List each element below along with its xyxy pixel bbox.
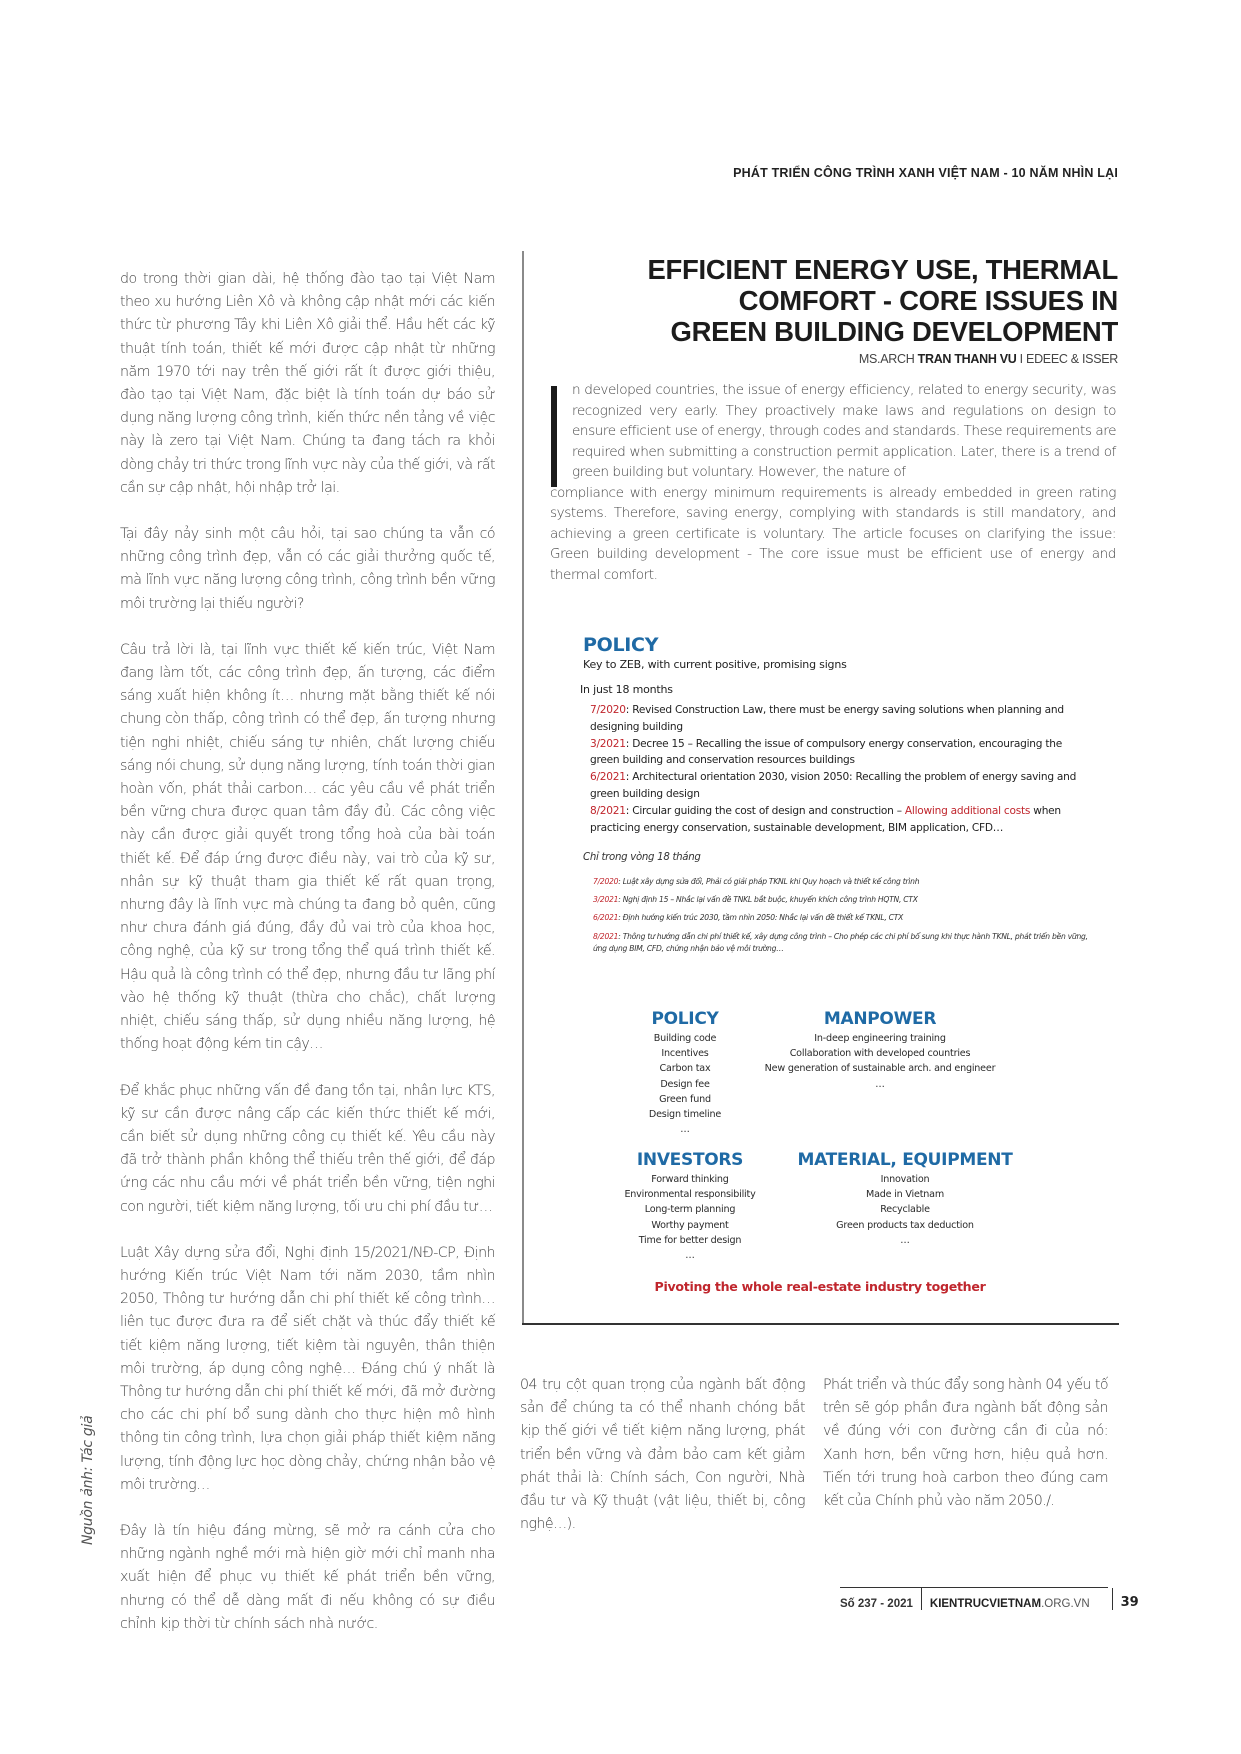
policy-slide: [580, 634, 1093, 836]
timeline-item-vi: 7/2020: Luật xây dựng sửa đổi, Phải có giải pháp TKNL khi Quy hoạch và thiết kế công trình: [593, 877, 920, 886]
policy-slide-vietnamese: [583, 852, 1103, 955]
left-paragraph-6: Đây là tín hiệu đáng mừng, sẽ mở ra cánh cửa cho những ngành nghề mới mà hiện giờ mới chỉ manh nha xuất hiện để phục vụ thiết kế phát triển bền vững, nhưng có thể dễ dàng mất đi nếu không có sự điều chỉnh kịp thời từ chính sách nhà nước.: [120, 1522, 495, 1632]
pillar-items: In-deep engineering training Collaboration with developed countries New generation of sustainable arch. and engineer …: [764, 1033, 996, 1090]
timeline-item: 3/2021: Decree 15 – Recalling the issue of compulsory energy conservation, encouraging the green building and conservation resources buildings: [590, 737, 1062, 767]
policy-timeline-vi: [593, 873, 1103, 955]
running-header: PHÁT TRIỂN CÔNG TRÌNH XANH VIỆT NAM - 10 NĂM NHÌN LẠI: [733, 166, 1118, 180]
timeline-date: 6/2021: [590, 771, 626, 784]
pillar-items: Building code Incentives Carbon tax Design fee Green fund Design timeline …: [648, 1033, 722, 1136]
timeline-item-vi: 3/2021: Nghị định 15 – Nhắc lại vấn đề TNKL bắt buộc, khuyến khích công trình HQTN, CTX: [593, 895, 918, 905]
pillar-material-equipment: [790, 1150, 1020, 1248]
title-line-2: COMFORT - CORE ISSUES IN: [738, 285, 1118, 316]
photo-credit: Nguồn ảnh: Tác giả: [80, 1415, 96, 1545]
timeline-highlight: Allowing additional costs: [904, 804, 1031, 817]
lede-paragraph: [550, 380, 1116, 585]
policy-slide-vi-intro: Chỉ trong vòng 18 tháng: [583, 852, 701, 863]
pillar-manpower: [750, 1009, 1010, 1092]
article-title: [540, 254, 1118, 347]
left-paragraph-2: Tại đây nảy sinh một câu hỏi, tại sao chúng ta vẫn có những công trình đẹp, vẫn có các giải thưởng quốc tế, mà lĩnh vực năng lượng công trình, công trình bền vững môi trường lại thiếu người?: [120, 526, 495, 612]
policy-timeline: [590, 702, 1093, 836]
pillar-policy: [630, 1009, 740, 1137]
timeline-date: 8/2021: [590, 804, 626, 817]
policy-slide-subtitle: Key to ZEB, with current positive, promising signs: [583, 658, 847, 671]
timeline-item-vi: 8/2021: Thông tư hướng dẫn chi phí thiết kế, xây dựng công trình – Cho phép các chi phí bổ sung khi thực hành TKNL, phát triển bền vững, ứng dụng BIM, CFD, chứng nhận bảo vệ môi trường…: [593, 931, 1088, 953]
left-paragraph-5: Luật Xây dựng sửa đổi, Nghị định 15/2021/NĐ-CP, Định hướng Kiến trúc Việt Nam tới năm 2030, tầm nhìn 2050, Thông tư hướng dẫn chi phí thiết kế công trình… liên tục được đưa ra để siết chặt và thúc đẩy thiết kế tiết kiệm năng lượng, tiết kiệm tài nguyên, thân thiện môi trường, áp dụng công nghệ… Đáng chú ý nhất là Thông tư hướng dẫn chi phí thiết kế mới, đã mở đường cho các chi phí bổ sung dành cho thực hiện mô hình thông tin công trình, lựa chọn giải pháp thiết kiệm năng lượng, tính động lực học dòng chảy, chứng nhận bảo vệ môi trường…: [120, 1244, 495, 1493]
pillar-title: INVESTORS: [636, 1150, 744, 1170]
frame-vertical-rule: [522, 251, 524, 1325]
left-paragraph-1: do trong thời gian dài, hệ thống đào tạo tại Việt Nam theo xu hướng Liên Xô và không cập nhật mới các kiến thức từ phương Tây khi Liên Xô giải thể. Hầu hết các kỹ thuật tính toán, thiết kế mới được cập nhật từ những năm 1970 tới nay trên thế giới rất ít được giới thiệu, đào tạo tại Việt Nam, đặc biệt là tính toán dự báo sử dụng năng lượng công trình, kiến thức nền tảng về việc này là zero tại Việt Nam. Chúng ta đang tách ra khỏi dòng chảy tri thức trong lĩnh vực này của thế giới, và rất cần sự cập nhật, hội nhập trở lại.: [120, 271, 495, 496]
pillar-title: MANPOWER: [823, 1009, 937, 1029]
frame-horizontal-rule: [522, 1323, 1119, 1325]
left-column: [120, 268, 495, 1659]
page-number: 39: [1112, 1588, 1139, 1610]
byline-separator: I: [1016, 352, 1027, 366]
lede-rest-text: compliance with energy minimum requirements is already embedded in green rating systems. Therefore, saving energy, complying with standards is still mandatory, and achieving a green certificate is voluntary. The article focuses on clarifying the issue: Green building development - The core issue must be efficient use of energy and thermal comfort.: [550, 484, 1116, 583]
timeline-item: 7/2020: Revised Construction Law, there must be energy saving solutions when planning and designing building: [590, 704, 1064, 733]
bottom-column-2: Phát triển và thúc đẩy song hành 04 yếu tố trên sẽ góp phần đưa ngành bất động sản về đúng với con đường cần đi của nó: Xanh hơn, bền vững hơn, hiệu quả hơn. Tiến tới trung hoà carbon theo đúng cam kết của Chính phủ vào năm 2050./.: [823, 1377, 1108, 1510]
policy-slide-intro: In just 18 months: [580, 683, 673, 696]
pivot-slogan: Pivoting the whole real-estate industry together: [654, 1279, 986, 1294]
author-affiliation: EDEEC & ISSER: [1026, 352, 1118, 366]
timeline-item: 6/2021: Architectural orientation 2030, vision 2050: Recalling the problem of energy saving and green building design: [590, 771, 1077, 800]
byline-prefix: MS.ARCH: [858, 352, 918, 366]
page-footer: [840, 1588, 1139, 1610]
timeline-item: 8/2021: Circular guiding the cost of design and construction – Allowing additional costs when practicing energy conservation, sustainable development, BIM application, CFD…: [590, 804, 1061, 834]
pillar-items: Innovation Made in Vietnam Recyclable Green products tax deduction …: [836, 1174, 974, 1246]
pillar-title: POLICY: [651, 1009, 719, 1029]
issue-number: Số 237 - 2021: [840, 1598, 913, 1610]
timeline-item-vi: 6/2021: Định hướng kiến trúc 2030, tầm nhìn 2050: Nhắc lại vấn đề thiết kế TKNL, CTX: [593, 913, 904, 923]
site-name: KIENTRUCVIETNAM .ORG.VN: [921, 1588, 1112, 1610]
title-line-3: GREEN BUILDING DEVELOPMENT: [670, 316, 1118, 347]
left-paragraph-3: Câu trả lời là, tại lĩnh vực thiết kế kiến trúc, Việt Nam đang làm tốt, các công trình đẹp, ấn tượng, các điểm sáng xuất hiện không ít… nhưng mặt bằng thiết kế nói chung còn thấp, công trình có thể đẹp, ấn tượng nhưng tiện nghi nhiệt, chiếu sáng tự nhiên, chất lượng chiếu sáng nói chung, sử dụng năng lượng, tính toán thời gian hoàn vốn, phát thải carbon… các yêu cầu về phát triển bền vững chưa được quan tâm đầy đủ. Các công việc này cần được giải quyết trong tổng hoà của bài toán thiết kế. Để đáp ứng được điều này, vai trò của kỹ sư, nhân sự kỹ thuật tham gia thiết kế rất quan trọng, nhưng đây là lĩnh vực mà chúng ta đang bỏ quên, cũng như chưa đánh giá đúng, đầy đủ vai trò của khoa học, công nghệ, của kỹ sư trong tổng thể quá trình thiết kế. Hậu quả là công trình có thể đẹp, nhưng đầu tư lãng phí vào hệ thống kỹ thuật (thừa cho chắc), chất lượng nhiệt, chiếu sáng thấp, sử dụng nhiều năng lượng, hệ thống hoạt động kém tin cậy…: [120, 641, 495, 1053]
pillar-title: MATERIAL, EQUIPMENT: [797, 1150, 1013, 1170]
title-line-1: EFFICIENT ENERGY USE, THERMAL: [647, 254, 1118, 285]
timeline-date: 7/2020: [590, 704, 626, 716]
left-paragraph-4: Để khắc phục những vấn đề đang tồn tại, nhân lực KTS, kỹ sư cần được nâng cấp các kiến thức thiết kế mới, cần biết sử dụng những công cụ thiết kế. Yêu cầu này đã trở thành phần không thể thiếu trên thế giới, để đáp ứng các nhu cầu mới về phát triển bền vững, tiện nghi con người, tiết kiệm năng lượng, tối ưu chi phí đầu tư…: [120, 1082, 495, 1215]
timeline-date: 3/2021: [590, 737, 626, 750]
pillar-items: Forward thinking Environmental responsibility Long-term planning Worthy payment Time for better design …: [624, 1174, 756, 1262]
bottom-column-1: 04 trụ cột quan trọng của ngành bất động sản để chúng ta có thể nhanh chóng bắt kịp thế giới về tiết kiệm năng lượng, phát triển bền vững và đảm bảo cam kết giảm phát thải là: Chính sách, Con người, Nhà đầu tư và Kỹ thuật (vật liệu, thiết bị, công nghệ…).: [520, 1377, 805, 1533]
byline: [540, 352, 1118, 366]
policy-slide-title: POLICY: [583, 634, 659, 656]
pillar-investors: [605, 1150, 775, 1263]
lede-indented-text: n developed countries, the issue of energy efficiency, related to energy security, was recognized very early. They proactively make laws and regulations on design to ensure efficient use of energy, through codes and standards. These requirements are required when submitting a construction permit application. Later, there is a trend of green building but voluntary. However, the nature of: [572, 382, 1116, 480]
author-name: TRAN THANH VU: [917, 352, 1017, 366]
